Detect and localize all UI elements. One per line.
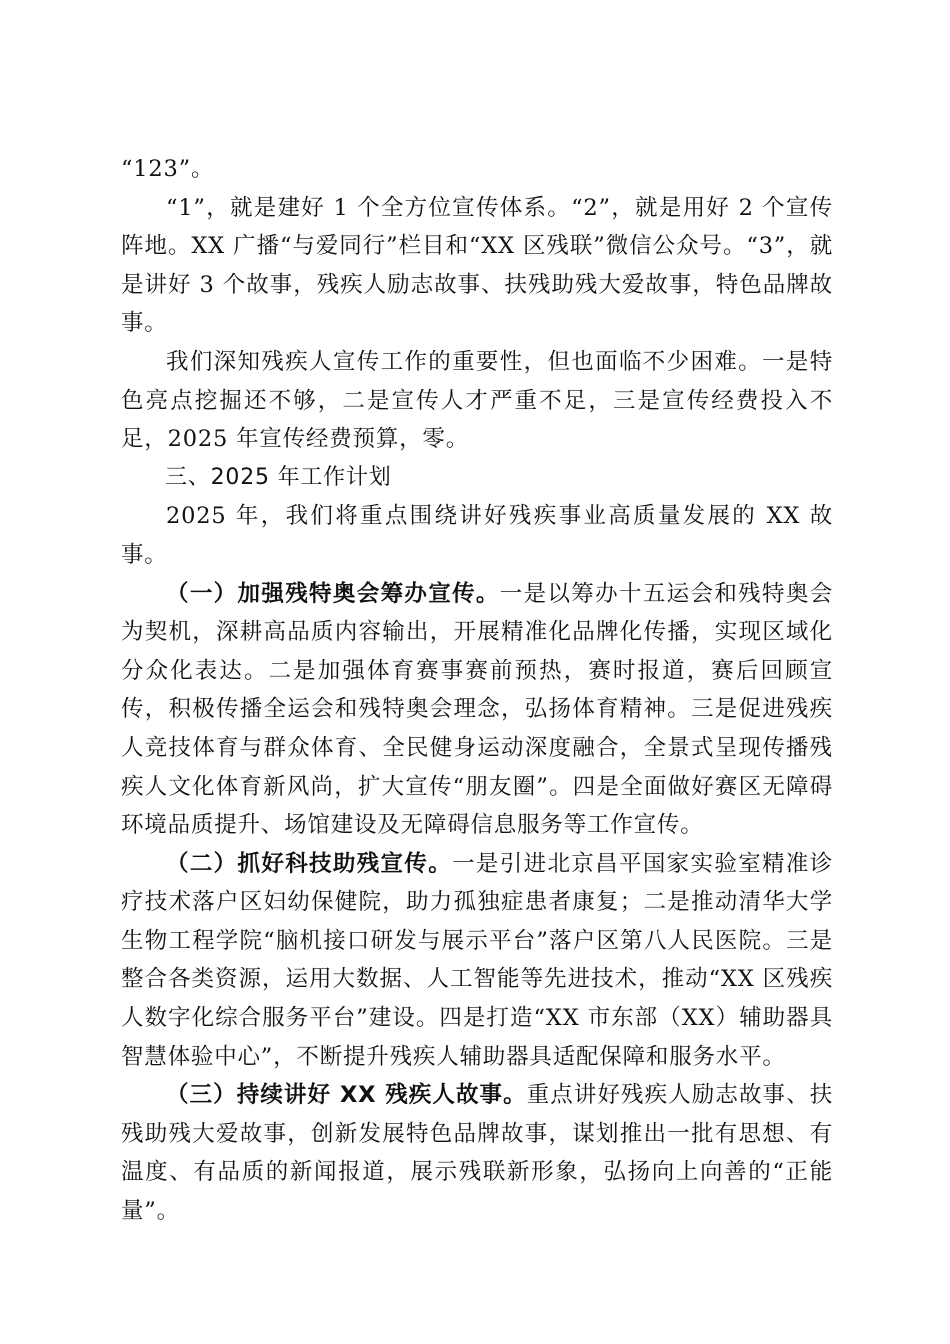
plan-item-1 (121, 575, 833, 845)
paragraph-difficulties: 我们深知残疾人宣传工作的重要性，但也面临不少困难。一是特色亮点挖掘还不够，二是宣传人才严重不足，三是宣传经费投入不足，2025 年宣传经费预算，零。 (121, 348, 833, 453)
plan-item-2-text: 一是引进北京昌平国家实验室精准诊疗技术落户区妇幼保健院，助力孤独症患者康复；二是推动清华大学生物工程学院“脑机接口研发与展示平台”落户区第八人民医院。三是整合各类资源，运用大数据、人工智能等先进技术，推动“XX 区残疾人数字化综合服务平台”建设。四是打造“XX 市东部（XX）辅助器具智慧体验中心”，不断提升残疾人辅助器具适配保障和服务水平。 (121, 850, 833, 1070)
paragraph-continuation: “123”。 (121, 156, 215, 182)
plan-item-3-lead: （三）持续讲好 XX 残疾人故事。 (166, 1082, 527, 1109)
plan-item-1-lead: （一）加强残特奥会筹办宣传。 (166, 580, 500, 607)
document-body (121, 150, 833, 1231)
plan-item-1-text: 一是以筹办十五运会和残特奥会为契机，深耕高品质内容输出，开展精准化品牌化传播，实现区域化分众化表达。二是加强体育赛事赛前预热，赛时报道，赛后回顾宣传，积极传播全运会和残特奥会理念，弘扬体育精神。三是促进残疾人竞技体育与群众体育、全民健身运动深度融合，全景式呈现传播残疾人文化体育新风尚，扩大宣传“朋友圈”。四是全面做好赛区无障碍环境品质提升、场馆建设及无障碍信息服务等工作宣传。 (121, 580, 834, 839)
plan-item-2 (121, 845, 833, 1077)
section-heading: 三、2025 年工作计划 (165, 464, 392, 490)
paragraph-plan-intro: 2025 年，我们将重点围绕讲好残疾事业高质量发展的 XX 故事。 (121, 503, 833, 568)
plan-item-3-text: 重点讲好残疾人励志故事、扶残助残大爱故事，创新发展特色品牌故事，谋划推出一批有思想、有温度、有品质的新闻报道，展示残联新形象，弘扬向上向善的“正能量”。 (121, 1082, 833, 1225)
paragraph-123-strategy: “1”，就是建好 1 个全方位宣传体系。“2”，就是用好 2 个宣传阵地。XX 广播“与爱同行”栏目和“XX 区残联”微信公众号。“3”，就是讲好 3 个故事，残疾人励志故事、扶残助残大爱故事，特色品牌故事。 (121, 194, 833, 337)
plan-item-2-lead: （二）抓好科技助残宣传。 (166, 850, 453, 877)
plan-item-3 (121, 1076, 833, 1230)
